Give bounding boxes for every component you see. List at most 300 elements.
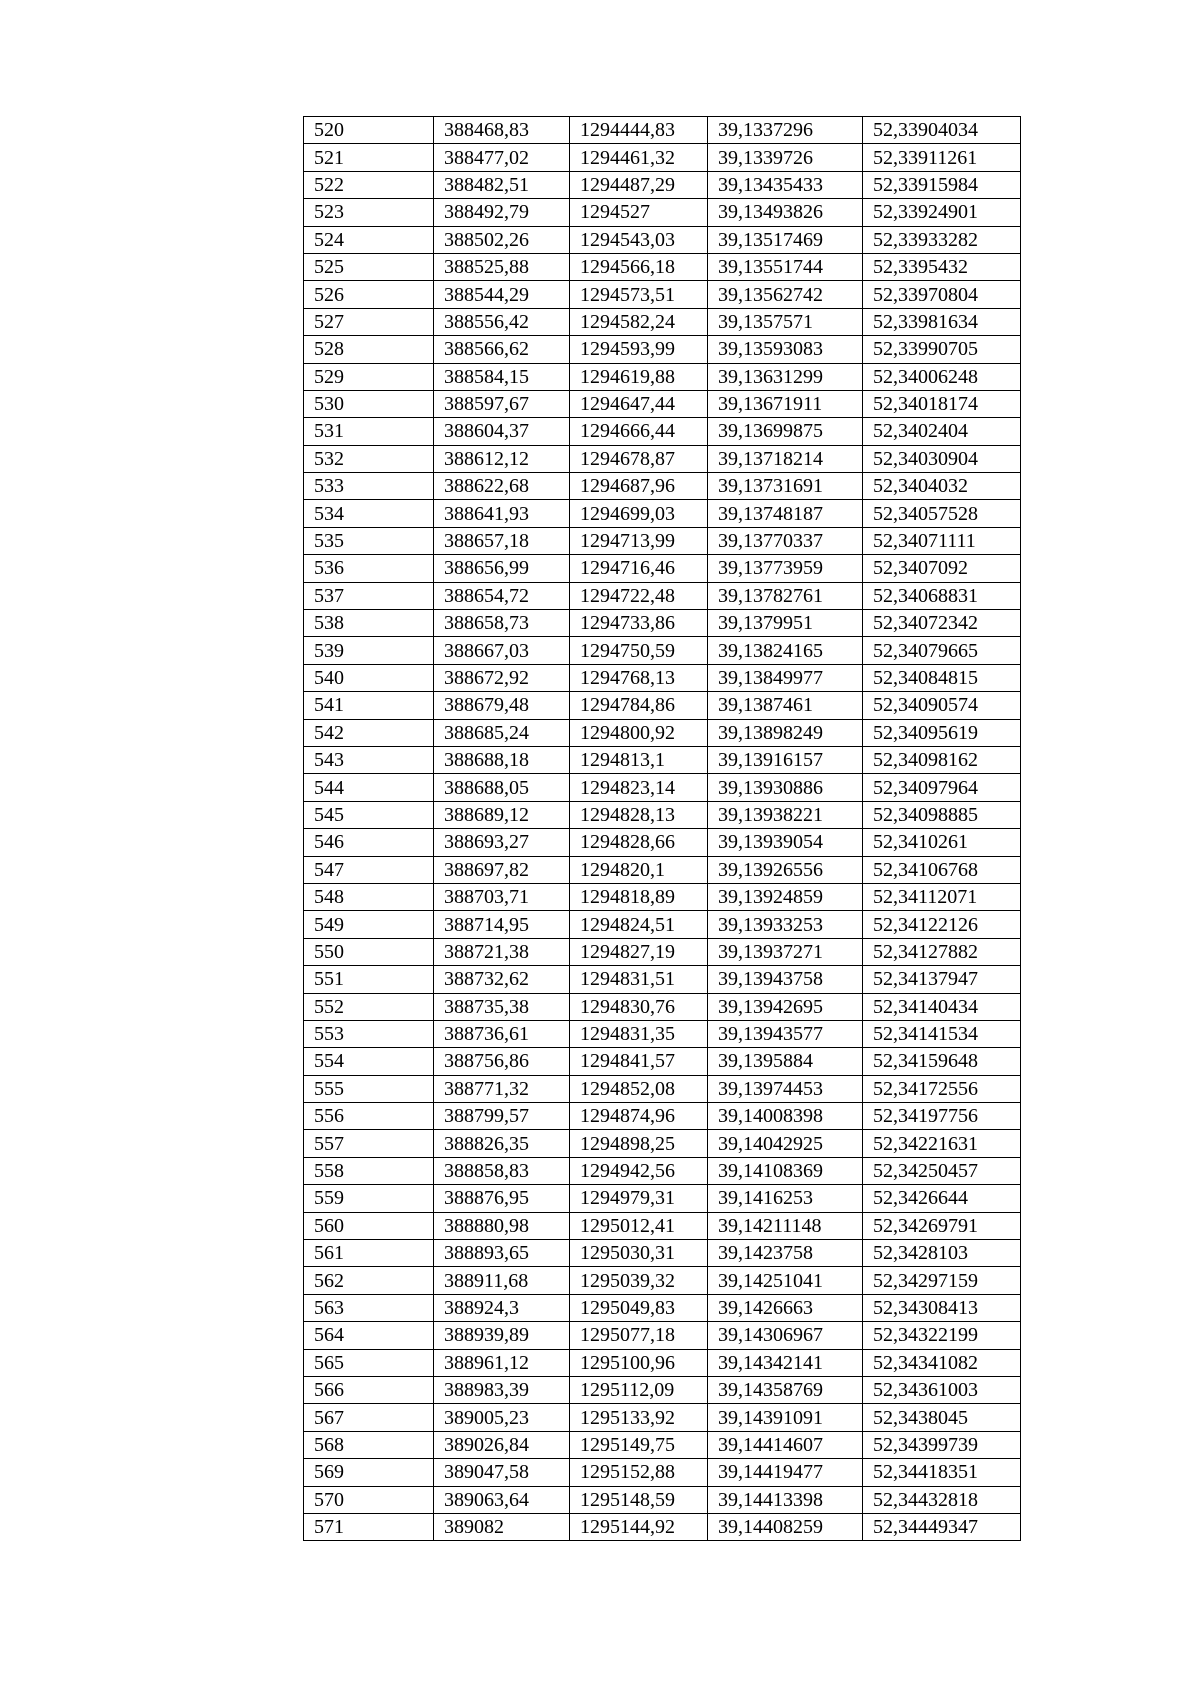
table-row <box>304 1103 1021 1130</box>
table-row <box>304 1130 1021 1157</box>
y-coordinate-cell: 1295100,96 <box>570 1349 708 1376</box>
x-coordinate-cell: 388492,79 <box>434 199 570 226</box>
point-number-cell: 529 <box>304 363 434 390</box>
y-coordinate-cell: 1294830,76 <box>570 993 708 1020</box>
latitude-cell: 52,34221631 <box>863 1130 1021 1157</box>
latitude-cell: 52,34127882 <box>863 938 1021 965</box>
y-coordinate-cell: 1294827,19 <box>570 938 708 965</box>
longitude-cell: 39,13924859 <box>708 883 863 910</box>
y-coordinate-cell: 1294813,1 <box>570 746 708 773</box>
table-row <box>304 117 1021 144</box>
latitude-cell: 52,33911261 <box>863 144 1021 171</box>
point-number-cell: 551 <box>304 966 434 993</box>
longitude-cell: 39,13593083 <box>708 336 863 363</box>
longitude-cell: 39,13939054 <box>708 829 863 856</box>
point-number-cell: 540 <box>304 664 434 691</box>
latitude-cell: 52,34006248 <box>863 363 1021 390</box>
point-number-cell: 563 <box>304 1294 434 1321</box>
longitude-cell: 39,13517469 <box>708 226 863 253</box>
y-coordinate-cell: 1294699,03 <box>570 500 708 527</box>
latitude-cell: 52,33933282 <box>863 226 1021 253</box>
latitude-cell: 52,34068831 <box>863 582 1021 609</box>
table-row <box>304 1294 1021 1321</box>
point-number-cell: 549 <box>304 911 434 938</box>
table-row <box>304 555 1021 582</box>
x-coordinate-cell: 388689,12 <box>434 801 570 828</box>
latitude-cell: 52,34432818 <box>863 1486 1021 1513</box>
longitude-cell: 39,13926556 <box>708 856 863 883</box>
point-number-cell: 528 <box>304 336 434 363</box>
longitude-cell: 39,13731691 <box>708 473 863 500</box>
y-coordinate-cell: 1294820,1 <box>570 856 708 883</box>
longitude-cell: 39,13773959 <box>708 555 863 582</box>
latitude-cell: 52,34137947 <box>863 966 1021 993</box>
y-coordinate-cell: 1294716,46 <box>570 555 708 582</box>
longitude-cell: 39,13671911 <box>708 390 863 417</box>
table-row <box>304 1267 1021 1294</box>
y-coordinate-cell: 1294543,03 <box>570 226 708 253</box>
longitude-cell: 39,1379951 <box>708 610 863 637</box>
longitude-cell: 39,14419477 <box>708 1459 863 1486</box>
latitude-cell: 52,34090574 <box>863 692 1021 719</box>
table-row <box>304 774 1021 801</box>
longitude-cell: 39,1423758 <box>708 1240 863 1267</box>
x-coordinate-cell: 388641,93 <box>434 500 570 527</box>
x-coordinate-cell: 388604,37 <box>434 418 570 445</box>
y-coordinate-cell: 1294841,57 <box>570 1048 708 1075</box>
point-number-cell: 522 <box>304 171 434 198</box>
x-coordinate-cell: 388736,61 <box>434 1020 570 1047</box>
y-coordinate-cell: 1295152,88 <box>570 1459 708 1486</box>
latitude-cell: 52,33981634 <box>863 308 1021 335</box>
x-coordinate-cell: 388502,26 <box>434 226 570 253</box>
table-row <box>304 1157 1021 1184</box>
x-coordinate-cell: 388826,35 <box>434 1130 570 1157</box>
point-number-cell: 564 <box>304 1322 434 1349</box>
latitude-cell: 52,3407092 <box>863 555 1021 582</box>
x-coordinate-cell: 388657,18 <box>434 527 570 554</box>
longitude-cell: 39,14108369 <box>708 1157 863 1184</box>
x-coordinate-cell: 388654,72 <box>434 582 570 609</box>
x-coordinate-cell: 388876,95 <box>434 1185 570 1212</box>
y-coordinate-cell: 1294678,87 <box>570 445 708 472</box>
table-row <box>304 856 1021 883</box>
table-row <box>304 1376 1021 1403</box>
y-coordinate-cell: 1295133,92 <box>570 1404 708 1431</box>
latitude-cell: 52,34084815 <box>863 664 1021 691</box>
table-row <box>304 993 1021 1020</box>
y-coordinate-cell: 1294823,14 <box>570 774 708 801</box>
table-row <box>304 500 1021 527</box>
x-coordinate-cell: 388688,18 <box>434 746 570 773</box>
x-coordinate-cell: 388858,83 <box>434 1157 570 1184</box>
point-number-cell: 539 <box>304 637 434 664</box>
y-coordinate-cell: 1294487,29 <box>570 171 708 198</box>
latitude-cell: 52,33915984 <box>863 171 1021 198</box>
longitude-cell: 39,13938221 <box>708 801 863 828</box>
longitude-cell: 39,13916157 <box>708 746 863 773</box>
x-coordinate-cell: 388735,38 <box>434 993 570 1020</box>
point-number-cell: 569 <box>304 1459 434 1486</box>
point-number-cell: 559 <box>304 1185 434 1212</box>
point-number-cell: 542 <box>304 719 434 746</box>
point-number-cell: 524 <box>304 226 434 253</box>
y-coordinate-cell: 1295012,41 <box>570 1212 708 1239</box>
latitude-cell: 52,34057528 <box>863 500 1021 527</box>
table-row <box>304 226 1021 253</box>
y-coordinate-cell: 1294800,92 <box>570 719 708 746</box>
latitude-cell: 52,34361003 <box>863 1376 1021 1403</box>
latitude-cell: 52,34341082 <box>863 1349 1021 1376</box>
x-coordinate-cell: 388656,99 <box>434 555 570 582</box>
latitude-cell: 52,34098885 <box>863 801 1021 828</box>
x-coordinate-cell: 388693,27 <box>434 829 570 856</box>
y-coordinate-cell: 1295077,18 <box>570 1322 708 1349</box>
latitude-cell: 52,34269791 <box>863 1212 1021 1239</box>
coordinates-table-body <box>304 117 1021 1541</box>
point-number-cell: 535 <box>304 527 434 554</box>
latitude-cell: 52,3404032 <box>863 473 1021 500</box>
table-row <box>304 1431 1021 1458</box>
x-coordinate-cell: 388732,62 <box>434 966 570 993</box>
y-coordinate-cell: 1294750,59 <box>570 637 708 664</box>
longitude-cell: 39,13943758 <box>708 966 863 993</box>
latitude-cell: 52,33924901 <box>863 199 1021 226</box>
y-coordinate-cell: 1294722,48 <box>570 582 708 609</box>
latitude-cell: 52,34018174 <box>863 390 1021 417</box>
table-row <box>304 610 1021 637</box>
point-number-cell: 554 <box>304 1048 434 1075</box>
point-number-cell: 565 <box>304 1349 434 1376</box>
longitude-cell: 39,13782761 <box>708 582 863 609</box>
x-coordinate-cell: 388482,51 <box>434 171 570 198</box>
table-row <box>304 1459 1021 1486</box>
x-coordinate-cell: 388612,12 <box>434 445 570 472</box>
x-coordinate-cell: 388658,73 <box>434 610 570 637</box>
point-number-cell: 571 <box>304 1513 434 1540</box>
table-row <box>304 1486 1021 1513</box>
y-coordinate-cell: 1294831,35 <box>570 1020 708 1047</box>
latitude-cell: 52,3428103 <box>863 1240 1021 1267</box>
longitude-cell: 39,14358769 <box>708 1376 863 1403</box>
latitude-cell: 52,34095619 <box>863 719 1021 746</box>
latitude-cell: 52,3402404 <box>863 418 1021 445</box>
table-row <box>304 418 1021 445</box>
x-coordinate-cell: 389026,84 <box>434 1431 570 1458</box>
y-coordinate-cell: 1294831,51 <box>570 966 708 993</box>
y-coordinate-cell: 1294713,99 <box>570 527 708 554</box>
x-coordinate-cell: 388685,24 <box>434 719 570 746</box>
x-coordinate-cell: 388667,03 <box>434 637 570 664</box>
table-row <box>304 582 1021 609</box>
y-coordinate-cell: 1294666,44 <box>570 418 708 445</box>
table-row <box>304 1020 1021 1047</box>
latitude-cell: 52,3395432 <box>863 253 1021 280</box>
point-number-cell: 557 <box>304 1130 434 1157</box>
table-row <box>304 363 1021 390</box>
point-number-cell: 536 <box>304 555 434 582</box>
x-coordinate-cell: 388939,89 <box>434 1322 570 1349</box>
longitude-cell: 39,14042925 <box>708 1130 863 1157</box>
y-coordinate-cell: 1294898,25 <box>570 1130 708 1157</box>
longitude-cell: 39,13435433 <box>708 171 863 198</box>
point-number-cell: 550 <box>304 938 434 965</box>
latitude-cell: 52,34122126 <box>863 911 1021 938</box>
latitude-cell: 52,34308413 <box>863 1294 1021 1321</box>
longitude-cell: 39,14251041 <box>708 1267 863 1294</box>
latitude-cell: 52,34449347 <box>863 1513 1021 1540</box>
latitude-cell: 52,34297159 <box>863 1267 1021 1294</box>
longitude-cell: 39,14008398 <box>708 1103 863 1130</box>
point-number-cell: 527 <box>304 308 434 335</box>
table-row <box>304 801 1021 828</box>
x-coordinate-cell: 388893,65 <box>434 1240 570 1267</box>
longitude-cell: 39,13718214 <box>708 445 863 472</box>
point-number-cell: 523 <box>304 199 434 226</box>
longitude-cell: 39,13933253 <box>708 911 863 938</box>
y-coordinate-cell: 1294566,18 <box>570 253 708 280</box>
x-coordinate-cell: 389063,64 <box>434 1486 570 1513</box>
point-number-cell: 526 <box>304 281 434 308</box>
point-number-cell: 547 <box>304 856 434 883</box>
y-coordinate-cell: 1294444,83 <box>570 117 708 144</box>
table-row <box>304 664 1021 691</box>
y-coordinate-cell: 1294784,86 <box>570 692 708 719</box>
latitude-cell: 52,33904034 <box>863 117 1021 144</box>
point-number-cell: 570 <box>304 1486 434 1513</box>
table-row <box>304 1212 1021 1239</box>
y-coordinate-cell: 1294979,31 <box>570 1185 708 1212</box>
latitude-cell: 52,34097964 <box>863 774 1021 801</box>
latitude-cell: 52,34030904 <box>863 445 1021 472</box>
longitude-cell: 39,13849977 <box>708 664 863 691</box>
point-number-cell: 521 <box>304 144 434 171</box>
longitude-cell: 39,14414607 <box>708 1431 863 1458</box>
latitude-cell: 52,3426644 <box>863 1185 1021 1212</box>
longitude-cell: 39,1387461 <box>708 692 863 719</box>
longitude-cell: 39,14408259 <box>708 1513 863 1540</box>
longitude-cell: 39,13748187 <box>708 500 863 527</box>
table-row <box>304 1075 1021 1102</box>
table-row <box>304 911 1021 938</box>
longitude-cell: 39,1416253 <box>708 1185 863 1212</box>
y-coordinate-cell: 1294942,56 <box>570 1157 708 1184</box>
x-coordinate-cell: 388961,12 <box>434 1349 570 1376</box>
longitude-cell: 39,14306967 <box>708 1322 863 1349</box>
point-number-cell: 532 <box>304 445 434 472</box>
point-number-cell: 560 <box>304 1212 434 1239</box>
x-coordinate-cell: 388679,48 <box>434 692 570 719</box>
latitude-cell: 52,34197756 <box>863 1103 1021 1130</box>
point-number-cell: 558 <box>304 1157 434 1184</box>
y-coordinate-cell: 1294828,66 <box>570 829 708 856</box>
x-coordinate-cell: 388688,05 <box>434 774 570 801</box>
x-coordinate-cell: 388924,3 <box>434 1294 570 1321</box>
point-number-cell: 556 <box>304 1103 434 1130</box>
longitude-cell: 39,13942695 <box>708 993 863 1020</box>
table-row <box>304 281 1021 308</box>
latitude-cell: 52,34072342 <box>863 610 1021 637</box>
table-row <box>304 1048 1021 1075</box>
longitude-cell: 39,13493826 <box>708 199 863 226</box>
latitude-cell: 52,34112071 <box>863 883 1021 910</box>
x-coordinate-cell: 389082 <box>434 1513 570 1540</box>
longitude-cell: 39,1395884 <box>708 1048 863 1075</box>
point-number-cell: 568 <box>304 1431 434 1458</box>
table-row <box>304 253 1021 280</box>
x-coordinate-cell: 388477,02 <box>434 144 570 171</box>
table-row <box>304 445 1021 472</box>
x-coordinate-cell: 388911,68 <box>434 1267 570 1294</box>
table-row <box>304 171 1021 198</box>
longitude-cell: 39,13930886 <box>708 774 863 801</box>
point-number-cell: 530 <box>304 390 434 417</box>
latitude-cell: 52,34418351 <box>863 1459 1021 1486</box>
longitude-cell: 39,13974453 <box>708 1075 863 1102</box>
x-coordinate-cell: 388468,83 <box>434 117 570 144</box>
table-row <box>304 1404 1021 1431</box>
x-coordinate-cell: 389005,23 <box>434 1404 570 1431</box>
y-coordinate-cell: 1294527 <box>570 199 708 226</box>
table-row <box>304 746 1021 773</box>
x-coordinate-cell: 388721,38 <box>434 938 570 965</box>
table-row <box>304 1349 1021 1376</box>
y-coordinate-cell: 1294852,08 <box>570 1075 708 1102</box>
point-number-cell: 553 <box>304 1020 434 1047</box>
latitude-cell: 52,34322199 <box>863 1322 1021 1349</box>
latitude-cell: 52,34141534 <box>863 1020 1021 1047</box>
table-row <box>304 473 1021 500</box>
table-row <box>304 1513 1021 1540</box>
y-coordinate-cell: 1294687,96 <box>570 473 708 500</box>
table-row <box>304 966 1021 993</box>
longitude-cell: 39,1337296 <box>708 117 863 144</box>
table-row <box>304 883 1021 910</box>
y-coordinate-cell: 1294582,24 <box>570 308 708 335</box>
x-coordinate-cell: 388584,15 <box>434 363 570 390</box>
table-row <box>304 637 1021 664</box>
latitude-cell: 52,3438045 <box>863 1404 1021 1431</box>
latitude-cell: 52,3410261 <box>863 829 1021 856</box>
longitude-cell: 39,13770337 <box>708 527 863 554</box>
latitude-cell: 52,34079665 <box>863 637 1021 664</box>
longitude-cell: 39,14413398 <box>708 1486 863 1513</box>
table-row <box>304 308 1021 335</box>
table-row <box>304 199 1021 226</box>
x-coordinate-cell: 388756,86 <box>434 1048 570 1075</box>
point-number-cell: 567 <box>304 1404 434 1431</box>
point-number-cell: 534 <box>304 500 434 527</box>
x-coordinate-cell: 388525,88 <box>434 253 570 280</box>
longitude-cell: 39,13562742 <box>708 281 863 308</box>
point-number-cell: 538 <box>304 610 434 637</box>
point-number-cell: 546 <box>304 829 434 856</box>
y-coordinate-cell: 1294824,51 <box>570 911 708 938</box>
y-coordinate-cell: 1294593,99 <box>570 336 708 363</box>
longitude-cell: 39,13699875 <box>708 418 863 445</box>
point-number-cell: 543 <box>304 746 434 773</box>
point-number-cell: 545 <box>304 801 434 828</box>
latitude-cell: 52,34250457 <box>863 1157 1021 1184</box>
latitude-cell: 52,33970804 <box>863 281 1021 308</box>
longitude-cell: 39,13943577 <box>708 1020 863 1047</box>
latitude-cell: 52,34159648 <box>863 1048 1021 1075</box>
x-coordinate-cell: 388544,29 <box>434 281 570 308</box>
y-coordinate-cell: 1294573,51 <box>570 281 708 308</box>
y-coordinate-cell: 1294828,13 <box>570 801 708 828</box>
x-coordinate-cell: 388799,57 <box>434 1103 570 1130</box>
point-number-cell: 555 <box>304 1075 434 1102</box>
x-coordinate-cell: 388880,98 <box>434 1212 570 1239</box>
y-coordinate-cell: 1295149,75 <box>570 1431 708 1458</box>
y-coordinate-cell: 1294647,44 <box>570 390 708 417</box>
coordinates-table <box>303 116 1021 1541</box>
point-number-cell: 537 <box>304 582 434 609</box>
table-row <box>304 692 1021 719</box>
point-number-cell: 541 <box>304 692 434 719</box>
x-coordinate-cell: 388672,92 <box>434 664 570 691</box>
x-coordinate-cell: 388703,71 <box>434 883 570 910</box>
point-number-cell: 562 <box>304 1267 434 1294</box>
latitude-cell: 52,34140434 <box>863 993 1021 1020</box>
longitude-cell: 39,14211148 <box>708 1212 863 1239</box>
table-row <box>304 1185 1021 1212</box>
longitude-cell: 39,13937271 <box>708 938 863 965</box>
y-coordinate-cell: 1294461,32 <box>570 144 708 171</box>
point-number-cell: 525 <box>304 253 434 280</box>
x-coordinate-cell: 388714,95 <box>434 911 570 938</box>
x-coordinate-cell: 388983,39 <box>434 1376 570 1403</box>
x-coordinate-cell: 388597,67 <box>434 390 570 417</box>
table-row <box>304 1240 1021 1267</box>
longitude-cell: 39,13898249 <box>708 719 863 746</box>
point-number-cell: 548 <box>304 883 434 910</box>
table-row <box>304 390 1021 417</box>
point-number-cell: 566 <box>304 1376 434 1403</box>
table-row <box>304 1322 1021 1349</box>
point-number-cell: 520 <box>304 117 434 144</box>
longitude-cell: 39,13824165 <box>708 637 863 664</box>
longitude-cell: 39,1426663 <box>708 1294 863 1321</box>
point-number-cell: 544 <box>304 774 434 801</box>
longitude-cell: 39,13631299 <box>708 363 863 390</box>
latitude-cell: 52,33990705 <box>863 336 1021 363</box>
longitude-cell: 39,14391091 <box>708 1404 863 1431</box>
latitude-cell: 52,34071111 <box>863 527 1021 554</box>
table-row <box>304 719 1021 746</box>
x-coordinate-cell: 388556,42 <box>434 308 570 335</box>
y-coordinate-cell: 1294818,89 <box>570 883 708 910</box>
y-coordinate-cell: 1294733,86 <box>570 610 708 637</box>
y-coordinate-cell: 1295112,09 <box>570 1376 708 1403</box>
longitude-cell: 39,1339726 <box>708 144 863 171</box>
y-coordinate-cell: 1294768,13 <box>570 664 708 691</box>
y-coordinate-cell: 1295030,31 <box>570 1240 708 1267</box>
longitude-cell: 39,13551744 <box>708 253 863 280</box>
y-coordinate-cell: 1295039,32 <box>570 1267 708 1294</box>
table-row <box>304 336 1021 363</box>
y-coordinate-cell: 1295148,59 <box>570 1486 708 1513</box>
latitude-cell: 52,34098162 <box>863 746 1021 773</box>
y-coordinate-cell: 1294874,96 <box>570 1103 708 1130</box>
point-number-cell: 531 <box>304 418 434 445</box>
x-coordinate-cell: 388771,32 <box>434 1075 570 1102</box>
y-coordinate-cell: 1295144,92 <box>570 1513 708 1540</box>
x-coordinate-cell: 388697,82 <box>434 856 570 883</box>
longitude-cell: 39,1357571 <box>708 308 863 335</box>
table-row <box>304 527 1021 554</box>
latitude-cell: 52,34172556 <box>863 1075 1021 1102</box>
